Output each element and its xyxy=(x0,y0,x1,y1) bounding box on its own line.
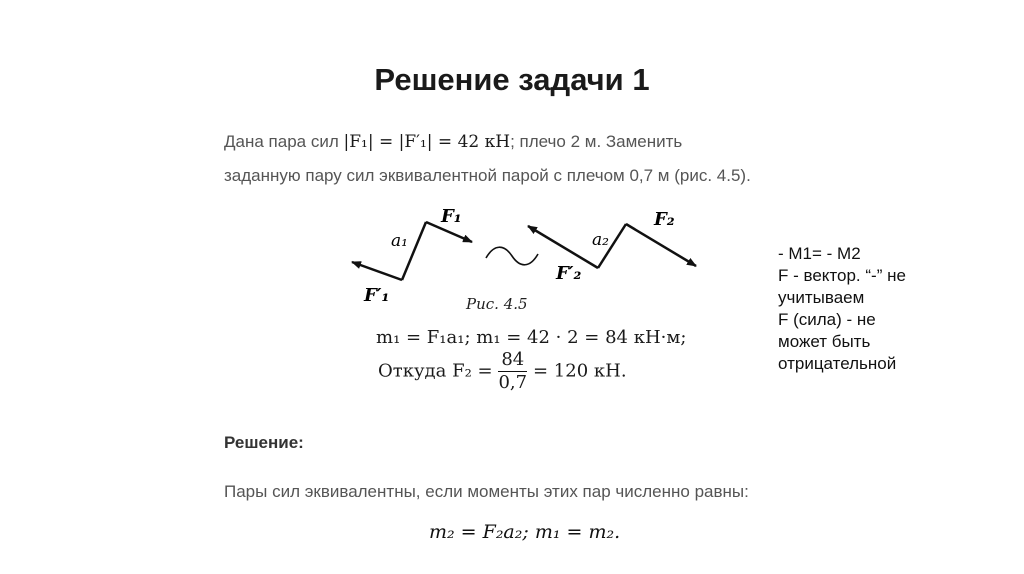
force-f2-arrow xyxy=(626,224,696,266)
force-f1-prime-arrow xyxy=(352,262,402,280)
label-f2: F₂ xyxy=(654,209,675,230)
side-note-line: учитываем xyxy=(778,288,865,307)
side-note-line: F (сила) - не xyxy=(778,310,876,329)
equation-force-2 xyxy=(378,349,627,394)
label-f1-prime: F′₁ xyxy=(364,285,390,306)
solution-heading: Решение: xyxy=(224,433,304,452)
label-f2-prime: F′₂ xyxy=(556,263,582,284)
label-a2: a₂ xyxy=(592,230,609,250)
problem-line-1-prefix: Дана пара сил xyxy=(224,132,339,151)
side-note-line: F - вектор. “-” не xyxy=(778,266,906,285)
solution-text: Пары сил эквивалентны, если моменты этих пар численно равны: xyxy=(224,482,749,501)
label-a1: a₁ xyxy=(391,231,408,251)
fraction-denominator: 0,7 xyxy=(498,372,528,393)
side-note xyxy=(778,243,978,375)
equation-fraction xyxy=(498,349,527,394)
side-note-line: может быть xyxy=(778,332,871,351)
side-note-line: - M1= - M2 xyxy=(778,244,861,263)
problem-line-1 xyxy=(224,132,682,152)
fraction-numerator: 84 xyxy=(498,349,527,372)
equivalence-tilde xyxy=(486,247,538,265)
force-f2-prime-arrow xyxy=(528,226,598,268)
figure-caption: Рис. 4.5 xyxy=(466,295,528,313)
equation-force-2-prefix: Откуда F₂ = xyxy=(378,360,493,382)
slide-title: Решение задачи 1 xyxy=(374,62,650,97)
solution-formula: m₂ = F₂a₂; m₁ = m₂. xyxy=(429,521,621,543)
side-note-line: отрицательной xyxy=(778,354,897,373)
equation-force-2-suffix: = 120 кН. xyxy=(532,360,627,382)
problem-line-2: заданную пару сил эквивалентной парой с плечом 0,7 м (рис. 4.5). xyxy=(224,166,751,185)
problem-line-1-suffix: ; плечо 2 м. Заменить xyxy=(510,132,683,151)
equation-moment-1: m₁ = F₁a₁; m₁ = 42 · 2 = 84 кН·м; xyxy=(376,327,687,348)
label-f1: F₁ xyxy=(441,206,462,227)
problem-line-1-math: |F₁| = |F′₁| = 42 кН xyxy=(343,132,511,152)
